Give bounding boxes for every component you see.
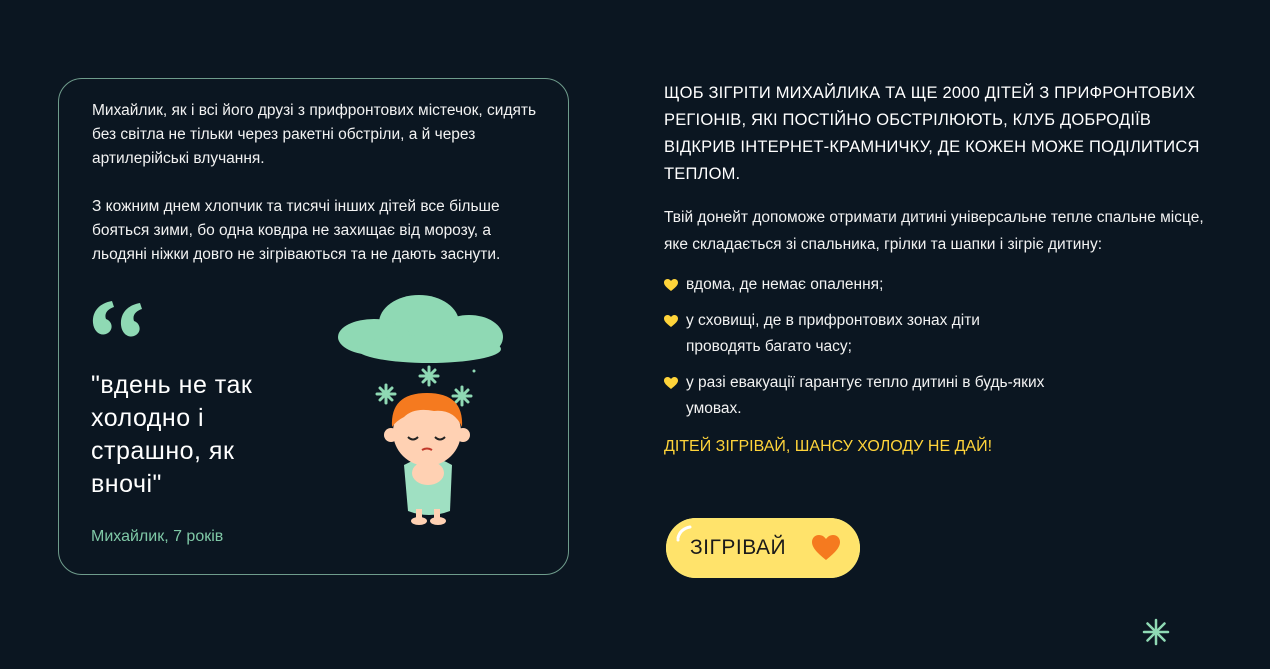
child-icon bbox=[384, 393, 470, 525]
snowflake-icon bbox=[453, 387, 471, 405]
quote-mark-icon bbox=[90, 297, 146, 343]
benefits-list bbox=[664, 272, 1204, 422]
campaign-headline: ЩОБ ЗІГРІТИ МИХАЙЛИКА ТА ЩЕ 2000 ДІТЕЙ З ПРИФРОНТОВИХ РЕГІОНІВ, ЯКІ ПОСТІЙНО ОБСТРІЛЮЮТЬ, КЛУБ ДОБРОДІЇВ ВІДКРИВ ІНТЕРНЕТ-КРАМНИЧКУ, ДЕ КОЖЕН МОЖЕ ПОДІЛИТИСЯ ТЕПЛОМ. bbox=[664, 84, 1200, 183]
child-quote: "вдень не так холодно і страшно, як вночі" bbox=[91, 371, 253, 498]
snowflake-icon bbox=[1141, 617, 1171, 647]
list-item bbox=[664, 370, 1086, 422]
shine-icon bbox=[674, 524, 696, 542]
campaign-description: Твій донейт допоможе отримати дитині універсальне тепле спальне місце, яке складається зі спальника, грілки та шапки і зігріє дитину: bbox=[664, 209, 1204, 253]
quote-author: Михайлик, 7 років bbox=[91, 528, 224, 545]
heart-icon bbox=[664, 315, 678, 328]
list-item-text: у сховищі, де в прифронтових зонах діти проводять багато часу; bbox=[686, 312, 980, 355]
story-paragraph-2: З кожним днем хлопчик та тисячі інших дітей все більше бояться зими, бо одна ковдра не захищає від морозу, а льодяні ніжки довго не зігріваються та не дають заснути. bbox=[92, 198, 501, 263]
list-item-text: у разі евакуації гарантує тепло дитині в будь-яких умовах. bbox=[686, 374, 1045, 417]
campaign-content bbox=[664, 80, 1204, 458]
story-paragraph-1: Михайлик, як і всі його друзі з прифронтових містечок, сидять без світла не тільки через ракетні обстріли, а й через артилерійські влучання. bbox=[92, 102, 537, 167]
heart-icon bbox=[664, 377, 678, 390]
story-card bbox=[58, 78, 569, 575]
list-item bbox=[664, 272, 1086, 298]
child-under-cloud-illustration bbox=[334, 287, 509, 537]
warm-up-button[interactable] bbox=[666, 518, 860, 578]
campaign-slogan: ДІТЕЙ ЗІГРІВАЙ, ШАНСУ ХОЛОДУ НЕ ДАЙ! bbox=[664, 438, 993, 455]
list-item bbox=[664, 308, 1086, 360]
list-item-text: вдома, де немає опалення; bbox=[686, 276, 884, 293]
heart-icon bbox=[664, 279, 678, 292]
story-text bbox=[92, 99, 542, 291]
cloud-icon bbox=[338, 295, 503, 363]
warm-up-button-label: ЗІГРІВАЙ bbox=[690, 536, 787, 559]
heart-icon bbox=[811, 534, 841, 562]
